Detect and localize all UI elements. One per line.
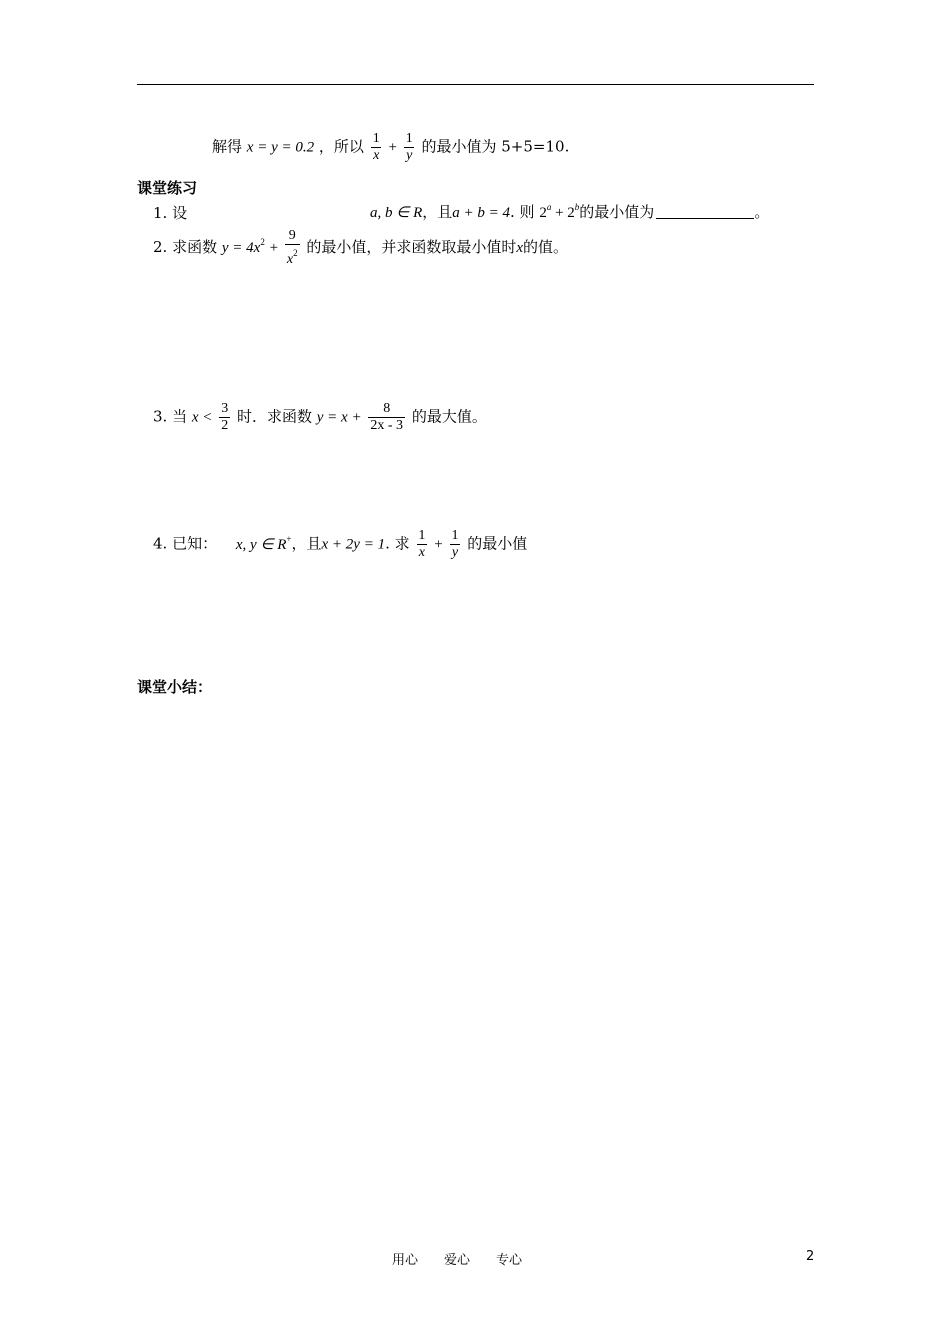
fraction-nine-over-x-squared: $\frac{9}{x^2}$: [286, 228, 298, 267]
problem-3-lhs: y = x +: [316, 409, 362, 426]
problem-2-lhs: $y = 4x^2$: [221, 237, 265, 256]
problem-1-number: 1. 设: [153, 204, 188, 222]
summary-heading: 课堂小结：: [137, 678, 213, 696]
problem-4-seek: . 求: [385, 534, 410, 553]
plus-sign: +: [269, 240, 279, 256]
problem-2: [153, 228, 568, 268]
problem-4-ask: 的最小值: [467, 534, 528, 553]
header-rule: [137, 84, 814, 85]
problem-3-when: 时．求函数: [236, 407, 312, 426]
problem-2-tail: 的值。: [523, 238, 569, 256]
solution-suffix: 的最小值为 5+5=10.: [421, 137, 570, 156]
plus-sign: +: [388, 139, 397, 156]
problem-2-ask: 的最小值，并求函数取最小值时: [306, 238, 517, 256]
problem-4-and: ，且: [291, 534, 322, 553]
fraction-eight-over-2x-minus-3: $\frac{8}{2x - 3}$: [370, 401, 404, 433]
problem-1-ask: 的最小值为: [579, 203, 655, 221]
problem-4-condition: x, y ∈ R+: [235, 533, 292, 553]
fraction-one-over-x: $\frac{1}{x}$: [372, 131, 380, 163]
solution-prefix: 解得: [212, 137, 243, 156]
solution-equation: x = y = 0.2: [246, 139, 315, 156]
problem-4: [153, 528, 527, 561]
fraction-one-over-y: $\frac{1}{y}$: [451, 528, 459, 560]
problem-2-var: x: [516, 240, 524, 256]
problem-1-end: 。: [754, 203, 770, 221]
plus-sign: +: [434, 536, 443, 553]
practice-heading: 课堂练习: [137, 179, 198, 197]
problem-4-number: 4. 已知：: [153, 534, 218, 553]
fraction-three-halves: $\frac{3}{2}$: [221, 401, 229, 433]
problem-3: [153, 401, 487, 434]
problem-3-ask: 的最大值。: [411, 407, 487, 426]
problem-2-number: 2. 求函数: [153, 238, 218, 256]
problem-3-number: 3. 当: [153, 407, 188, 426]
example-solution-line: [212, 131, 569, 164]
problem-1-then: . 则: [510, 203, 535, 221]
answer-blank[interactable]: [656, 204, 754, 219]
page-number: 2: [806, 1249, 815, 1264]
problem-1-body: [370, 201, 769, 222]
solution-so: ，所以: [318, 137, 364, 156]
problem-1-condition: a, b ∈ R: [370, 205, 423, 221]
problem-1-expression: 2$^a$ + 2$^b$: [539, 202, 580, 221]
footer-motto: 用心 爱心 专心: [392, 1253, 523, 1268]
problem-1-and: ，且: [422, 203, 453, 221]
problem-3-condition: x <: [191, 409, 213, 426]
problem-4-sum-condition: x + 2y = 1: [321, 536, 386, 553]
problem-1-sum-condition: a + b = 4: [452, 205, 510, 221]
fraction-one-over-x: $\frac{1}{x}$: [418, 528, 426, 560]
fraction-one-over-y: $\frac{1}{y}$: [405, 131, 413, 163]
